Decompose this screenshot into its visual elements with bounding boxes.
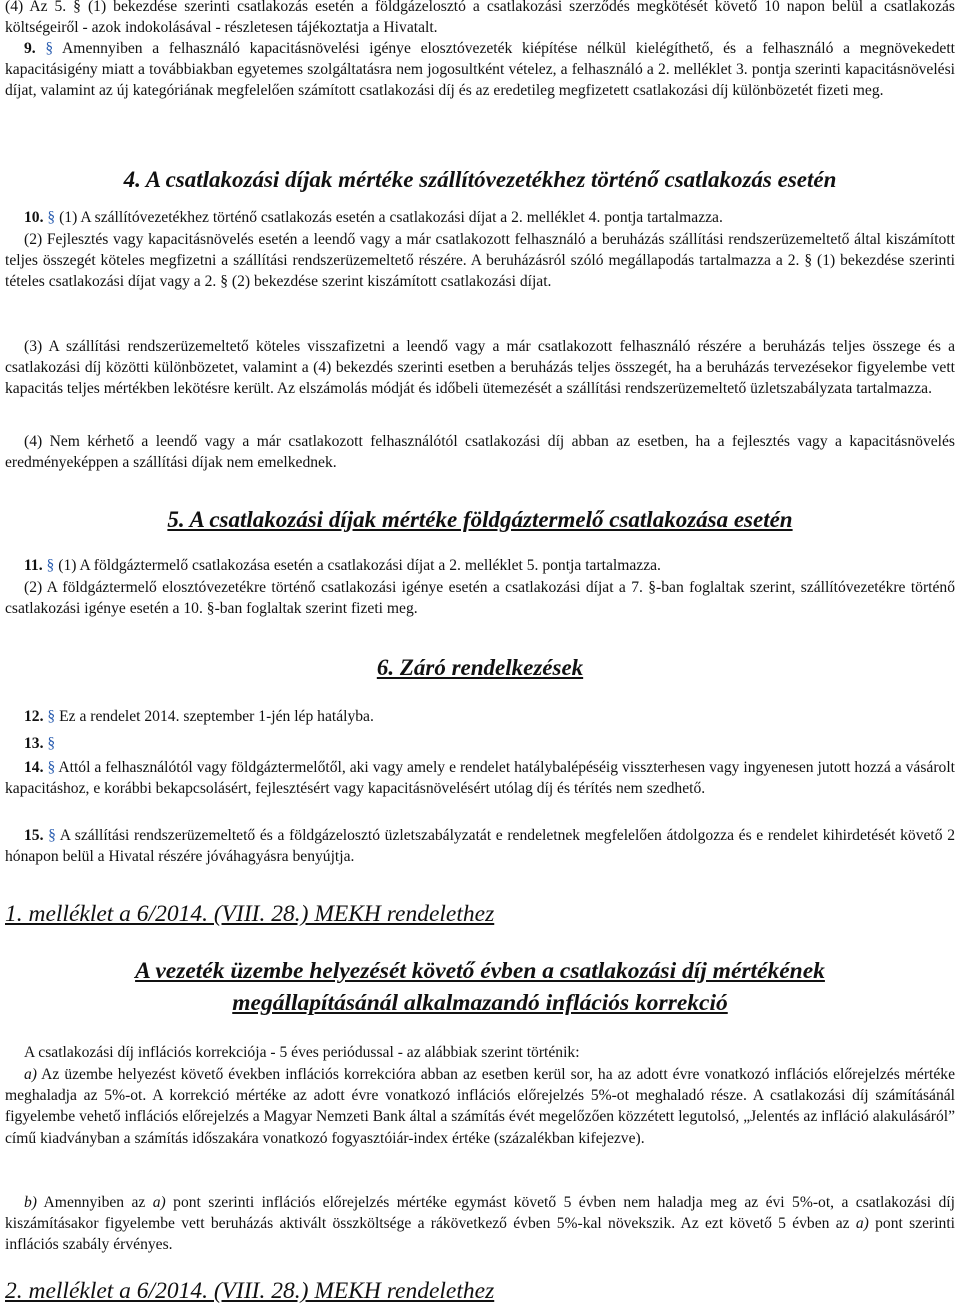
section-12	[5, 706, 955, 727]
section-11-2: (2) A földgáztermelő elosztóvezetékre történő csatlakozási igénye esetén a csatlakozási díjat a 7. §-ban foglaltak szerint, szállítóvezetékre történő csatlakozási igénye esetén a 10. §-ban foglaltak szerint fizeti meg.	[5, 579, 955, 618]
point-reference: a)	[152, 1194, 166, 1211]
section-12-text: Ez a rendelet 2014. szeptember 1-jén lép hatályba.	[59, 708, 374, 725]
section-10-2: (2) Fejlesztés vagy kapacitásnövelés esetén a leendő vagy a már csatlakozott felhasználó a beruházás szállítási rendszerüzemeltető által kiszámított teljes összegét köteles megfizetni a szállítási rendszerüzemeltető részére. A beruházásról szóló megállapodás tartalmazza a 2. § (1) bekezdése szerinti tételes csatlakozási díjat vagy a 2. § (2) bekezdése szerint kiszámított csatlakozási díjat.	[5, 231, 955, 291]
heading-chapter-6: 6. Záró rendelkezések	[376, 655, 584, 680]
section-14-text: Attól a felhasználótól vagy földgáztermelőtől, aki vagy amely e rendelet hatálybalépéséig visszterhesen vagy ingyenesen jutott hozzá a vásárolt kapacitáshoz, e korábbi bekapcsolásért, fejlesztésért vagy kapacitásnövelésért utólag díj és térítés nem szedhető.	[5, 759, 955, 798]
section-15-text: A szállítási rendszerüzemeltető és a földgázelosztó üzletszabályzatát e rendeletnek megfelelően átdolgozza és e rendelet kihirdetését követő 2 hónapon belül a Hivatal részére jóváhagyásra benyújtja.	[5, 827, 955, 866]
section-10-4: (4) Nem kérhető a leendő vagy a már csatlakozott felhasználótól csatlakozási díj abban az esetben, ha a fejlesztés vagy a kapacitásnövelés eredményeképpen a szállítási díjak nem emelkednek.	[5, 433, 955, 472]
heading-chapter-5: 5. A csatlakozási díjak mértéke földgáztermelő csatlakozása esetén	[167, 507, 793, 532]
section-number: 13.	[24, 735, 44, 752]
section-number: 9.	[24, 40, 36, 57]
section-link[interactable]: §	[47, 209, 56, 226]
section-number: 12.	[24, 708, 44, 725]
annex-1-point-a	[5, 1064, 955, 1149]
annex-1-point-b	[5, 1192, 955, 1256]
point-label: b)	[24, 1194, 37, 1211]
section-number: 14.	[24, 759, 44, 776]
point-b-text: pont szerinti inflációs szabály érvényes.	[5, 1215, 956, 1254]
section-11-1	[5, 555, 955, 576]
paragraph-8-4: (4) Az 5. § (1) bekezdése szerinti csatlakozás esetén a földgázelosztó a csatlakozási szerződés megkötését követő 10 napon belül a csatlakozás költségeiről - azok indokolásával - részletesen tájékoztatja a Hivatalt.	[5, 0, 955, 37]
heading-chapter-4: 4. A csatlakozási díjak mértéke szállítóvezetékhez történő csatlakozás esetén	[123, 167, 837, 192]
point-a-text: Az üzembe helyezést követő években inflációs korrekcióra abban az esetben kerül sor, ha az adott évre vonatkozó inflációs előrejelzés mértéke meghaladja az 5%-ot. A korrekció mértéke az adott évre vonatkozó inflációs előrejelzés 5%-ot meghaladó része. A csatlakozási díj számításánál figyelembe vehető inflációs előrejelzés a Magyar Nemzeti Bank által a számítás évét megelőzően közzétett legutolsó, „Jelentés az infláció alakulásáról” című kiadványban a számítás időszakára vonatkozó fogyasztóiár-index értéke (százalékban kifejezve).	[5, 1066, 955, 1147]
section-number: 11.	[24, 557, 43, 574]
annex-1-title: 1. melléklet a 6/2014. (VIII. 28.) MEKH rendelethez	[5, 901, 495, 927]
section-14	[5, 757, 955, 799]
section-link[interactable]: §	[47, 759, 56, 776]
section-link[interactable]: §	[47, 735, 56, 752]
section-link[interactable]: §	[46, 557, 55, 574]
point-label: a)	[24, 1066, 37, 1083]
point-reference: a)	[855, 1215, 869, 1233]
section-link[interactable]: §	[48, 827, 56, 844]
annex-1-intro: A csatlakozási díj inflációs korrekciója - 5 éves periódussal - az alábbiak szerint történik:	[24, 1044, 580, 1061]
annex-1-subtitle-line-2: megállapításánál alkalmazandó inflációs korrekció	[232, 990, 728, 1016]
section-link[interactable]: §	[47, 708, 56, 725]
section-9	[5, 38, 955, 102]
section-link[interactable]: §	[45, 40, 54, 57]
section-15	[5, 825, 955, 867]
section-11-1-text: (1) A földgáztermelő csatlakozása esetén a csatlakozási díjat a 2. melléklet 5. pontja tartalmazza.	[58, 557, 661, 574]
point-b-text: pont szerinti inflációs előrejelzés mértéke egymást követő 5 évben nem haladja meg az évi 5%-ot, a csatlakozási díj kiszámításakor figyelembe vett beruházás aktivált összköltsége a rákövetkező évben 5%-kal növekszik. Az ezt követő 5 évben az	[5, 1194, 955, 1233]
section-9-text: Amennyiben a felhasználó kapacitásnövelési igénye elosztóvezeték kiépítése nélkül kielégíthető, és a felhasználó a megnövekedett kapacitásigény miatt a továbbiakban egyetemes szolgáltatásra nem jogosultként vételez, a felhasználó a 2. melléklet 3. pontja szerinti kapacitásnövelési díjat, valamint az új kategóriának megfelelően számított csatlakozási díj és az eredetileg megfizetett csatlakozási díj különbözetét fizeti meg.	[5, 40, 955, 100]
section-10-1-text: (1) A szállítóvezetékhez történő csatlakozás esetén a csatlakozási díjat a 2. melléklet 4. pontja tartalmazza.	[59, 209, 723, 226]
section-number: 10.	[24, 209, 44, 226]
section-10-1	[5, 207, 955, 228]
annex-1-subtitle-line-1: A vezeték üzembe helyezését követő évben a csatlakozási díj mértékének	[135, 958, 825, 984]
annex-2-title: 2. melléklet a 6/2014. (VIII. 28.) MEKH rendelethez	[5, 1278, 495, 1304]
point-b-text: Amennyiben az	[43, 1194, 146, 1211]
section-13	[5, 733, 955, 754]
section-number: 15.	[24, 827, 44, 844]
section-10-3: (3) A szállítási rendszerüzemeltető köteles visszafizetni a leendő vagy a már csatlakozott felhasználó részére a beruházás teljes összege és a csatlakozási díj közötti különbözetet, valamint a (4) bekezdés szerinti esetben a beruházás teljes összegét, ha a beruházás tervezésekor figyelembe vett kapacitás teljes mértékben lekötésre került. Az elszámolás módját és időbeli ütemezését a szállítási rendszerüzemeltető üzletszabályzata tartalmazza.	[5, 338, 955, 398]
